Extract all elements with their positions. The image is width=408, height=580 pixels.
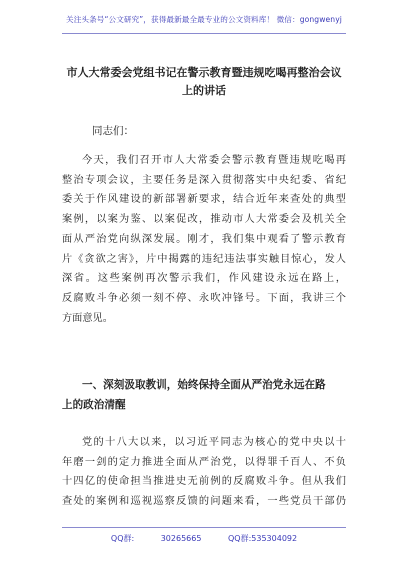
text-line: 面从严治党向纵深发展。刚才，我们集中观看了警示教育 xyxy=(62,233,346,245)
paragraph-intro xyxy=(62,151,346,328)
header-divider xyxy=(62,33,346,34)
text-line: 十四亿的使命担当推进史无前例的反腐败斗争。但从我们 xyxy=(62,476,346,488)
page-footer xyxy=(0,533,408,544)
text-line: 查处的案例和巡视巡察反馈的问题来看，一些党员干部仍 xyxy=(62,496,346,508)
section-heading-1 xyxy=(62,376,346,415)
text-line: 年磨一剑的定力推进全面从严治党，以得罪千百人、不负 xyxy=(62,456,346,468)
text-line: 今天，我们召开市人大常委会警示教育暨违规吃喝再 xyxy=(82,155,346,166)
text-line: 委关于作风建设的新部署新要求，结合近年来查处的典型 xyxy=(62,194,346,206)
heading-line: 上的政治清醒 xyxy=(62,398,126,411)
title-line: 上的讲话 xyxy=(182,84,226,97)
salutation: 同志们： xyxy=(92,125,134,137)
text-line: 整治专项会议，主要任务是深入贯彻落实中央纪委、省纪 xyxy=(62,174,346,186)
text-line: 反腐败斗争必须一刻不停、永吹冲锋号。下面，我讲三个 xyxy=(62,292,346,304)
document-title xyxy=(62,64,346,100)
heading-line: 一、深刻汲取教训，始终保持全面从严治党永远在路 xyxy=(82,379,326,391)
footer-qq-group-1: QQ群: 30265665 xyxy=(110,534,202,543)
footer-divider xyxy=(62,527,346,528)
text-line: 深省。这些案例再次警示我们，作风建设永远在路上， xyxy=(62,273,346,285)
footer-qq-group-2: QQ群:535304092 xyxy=(228,534,298,543)
text-line: 片《贪欲之害》，片中揭露的违纪违法事实触目惊心，发人 xyxy=(62,253,346,265)
text-line: 党的十八大以来，以习近平同志为核心的党中央以十 xyxy=(82,437,346,448)
paragraph-section-1 xyxy=(62,433,346,512)
title-line: 市人大常委会党组书记在警示教育暨违规吃喝再整治会议 xyxy=(66,66,342,79)
text-line: 案例，以案为鉴、以案促改，推动市人大常委会及机关全 xyxy=(62,214,346,226)
text-line: 方面意见。 xyxy=(62,312,113,324)
page-header-banner: 关注头条号“公文研究”，获得最新最全最专业的公文资料库！ 微信：gongwenyj xyxy=(66,15,342,24)
